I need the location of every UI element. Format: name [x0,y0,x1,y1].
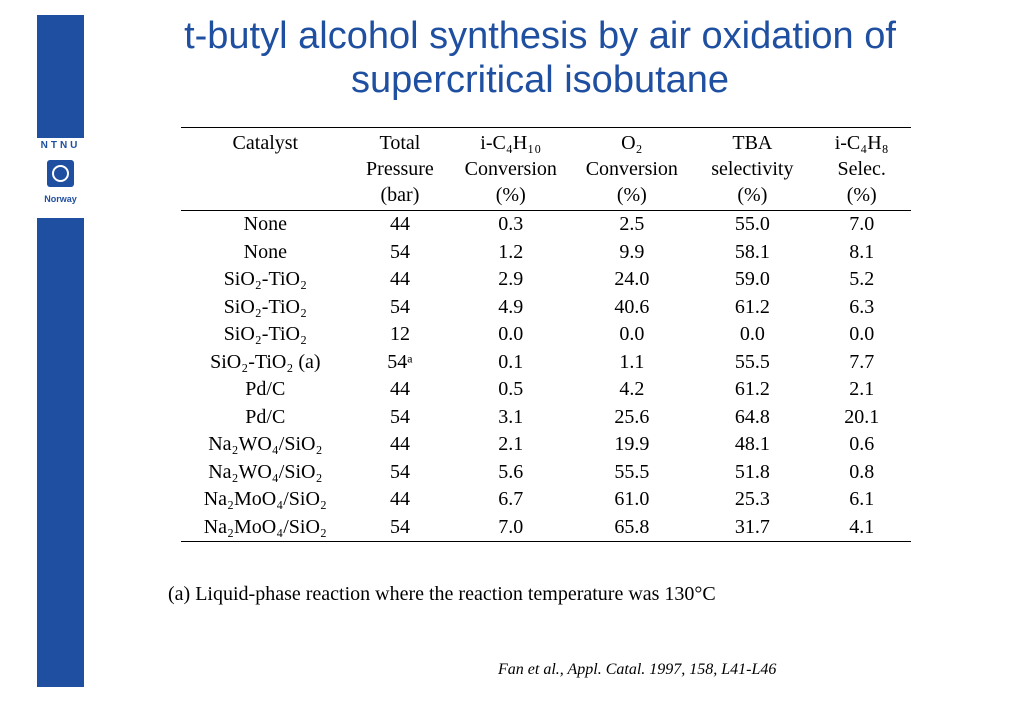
table-cell: 59.0 [734,268,770,290]
table-cell: 24.0 [614,268,650,290]
table-cell: 4.1 [849,515,875,538]
table-row [181,514,911,542]
table-row [181,404,911,432]
results-table [181,127,911,542]
table-cell: 65.8 [614,515,650,538]
table-cell: SiO₂-TiO₂ [223,268,307,290]
table-cell: 20.1 [844,405,880,428]
logo-country: Norway [44,194,77,204]
table-cell: 4.2 [619,378,645,400]
table-cell: Pd/C [245,405,286,428]
table-cell: 3.1 [498,405,524,428]
header-catalyst: Catalyst [232,132,299,154]
table-cell: 44 [389,378,410,400]
table-row [181,211,911,239]
table-header-row [181,128,911,211]
table-cell: 40.6 [614,295,650,318]
table-cell: 44 [389,488,410,510]
table-cell: 44 [389,433,410,455]
table-cell: SiO₂-TiO₂ (a) [210,350,321,373]
table-cell: 2.5 [619,213,645,235]
table-cell: 6.3 [849,295,875,318]
table-cell: 48.1 [734,433,770,455]
ntnu-logo [37,138,84,218]
table-cell: 61.2 [734,295,770,318]
table-cell: 5.2 [849,268,875,290]
table-cell: 54 [389,295,410,318]
table-cell: 7.0 [498,515,524,538]
table-cell: 51.8 [734,460,770,483]
table-cell: 44 [389,268,410,290]
header-tba-selectivity: TBA selectivity (%) [711,132,794,206]
table-cell: 1.1 [619,350,645,373]
table-cell: 6.1 [849,488,875,510]
table-cell: 0.3 [498,213,524,235]
table-cell: 54 [389,460,410,483]
header-isobutane-conversion: i-C₄H₁₀ Conversion (%) [464,132,557,206]
table-cell: 0.5 [498,378,524,400]
table-cell: 61.2 [734,378,770,400]
table-cell: 4.9 [498,295,524,318]
table-cell: 0.6 [849,433,875,455]
table-row [181,266,911,294]
table-cell: None [243,213,287,235]
table-cell: 58.1 [734,240,770,263]
table-cell: Na₂MoO₄/SiO₂ [203,515,327,538]
logo-emblem-icon [47,160,74,187]
table-cell: 54ᵃ [387,350,413,373]
table-cell: 31.7 [734,515,770,538]
table-cell: 1.2 [498,240,524,263]
table-cell: 0.0 [849,323,875,345]
header-o2-conversion: O₂ Conversion (%) [585,132,678,206]
citation: Fan et al., Appl. Catal. 1997, 158, L41-L46 [498,661,777,678]
table-cell: 6.7 [498,488,524,510]
table-cell: 0.0 [498,323,524,345]
logo-letters: NTNU [40,140,81,151]
table-cell: 5.6 [498,460,524,483]
side-accent-bar [37,15,84,687]
table-cell: 55.0 [734,213,770,235]
footnote: (a) Liquid-phase reaction where the reaction temperature was 130°C [168,583,716,605]
table-cell: 0.8 [849,460,875,483]
table-cell: SiO₂-TiO₂ [223,323,307,345]
table-cell: 2.9 [498,268,524,290]
table-cell: 19.9 [614,433,650,455]
table-cell: 61.0 [614,488,650,510]
header-total-pressure: Total Pressure (bar) [366,132,434,206]
slide-title: t-butyl alcohol synthesis by air oxidation of supercritical isobutane [184,15,896,101]
table-cell: 55.5 [734,350,770,373]
table-cell: None [243,240,287,263]
table-cell: 8.1 [849,240,875,263]
table-cell: 0.1 [498,350,524,373]
table-body [181,211,911,542]
table-cell: Pd/C [245,378,286,400]
table-row [181,376,911,404]
table-cell: 0.0 [739,323,765,345]
table-cell: 25.3 [734,488,770,510]
table-cell: 64.8 [734,405,770,428]
table-row [181,294,911,322]
table-cell: 54 [389,405,410,428]
table-cell: 54 [389,515,410,538]
table-cell: 7.7 [849,350,875,373]
table-row [181,239,911,267]
table-cell: 12 [389,323,410,345]
table-cell: 54 [389,240,410,263]
table-cell: Na₂WO₄/SiO₂ [208,433,323,455]
table-cell: Na₂MoO₄/SiO₂ [203,488,327,510]
table-cell: 25.6 [614,405,650,428]
table-row [181,459,911,487]
table-row [181,321,911,349]
table-row [181,486,911,514]
table-row [181,349,911,377]
table-cell: 9.9 [619,240,645,263]
table-cell: Na₂WO₄/SiO₂ [208,460,323,483]
table-cell: 2.1 [849,378,875,400]
header-isobutene-selectivity: i-C₄H₈ Selec. (%) [834,132,889,206]
table-cell: 55.5 [614,460,650,483]
table-row [181,431,911,459]
table-cell: SiO₂-TiO₂ [223,295,307,318]
table-cell: 7.0 [849,213,875,235]
table-cell: 0.0 [619,323,645,345]
table-cell: 44 [389,213,410,235]
table-cell: 2.1 [498,433,524,455]
